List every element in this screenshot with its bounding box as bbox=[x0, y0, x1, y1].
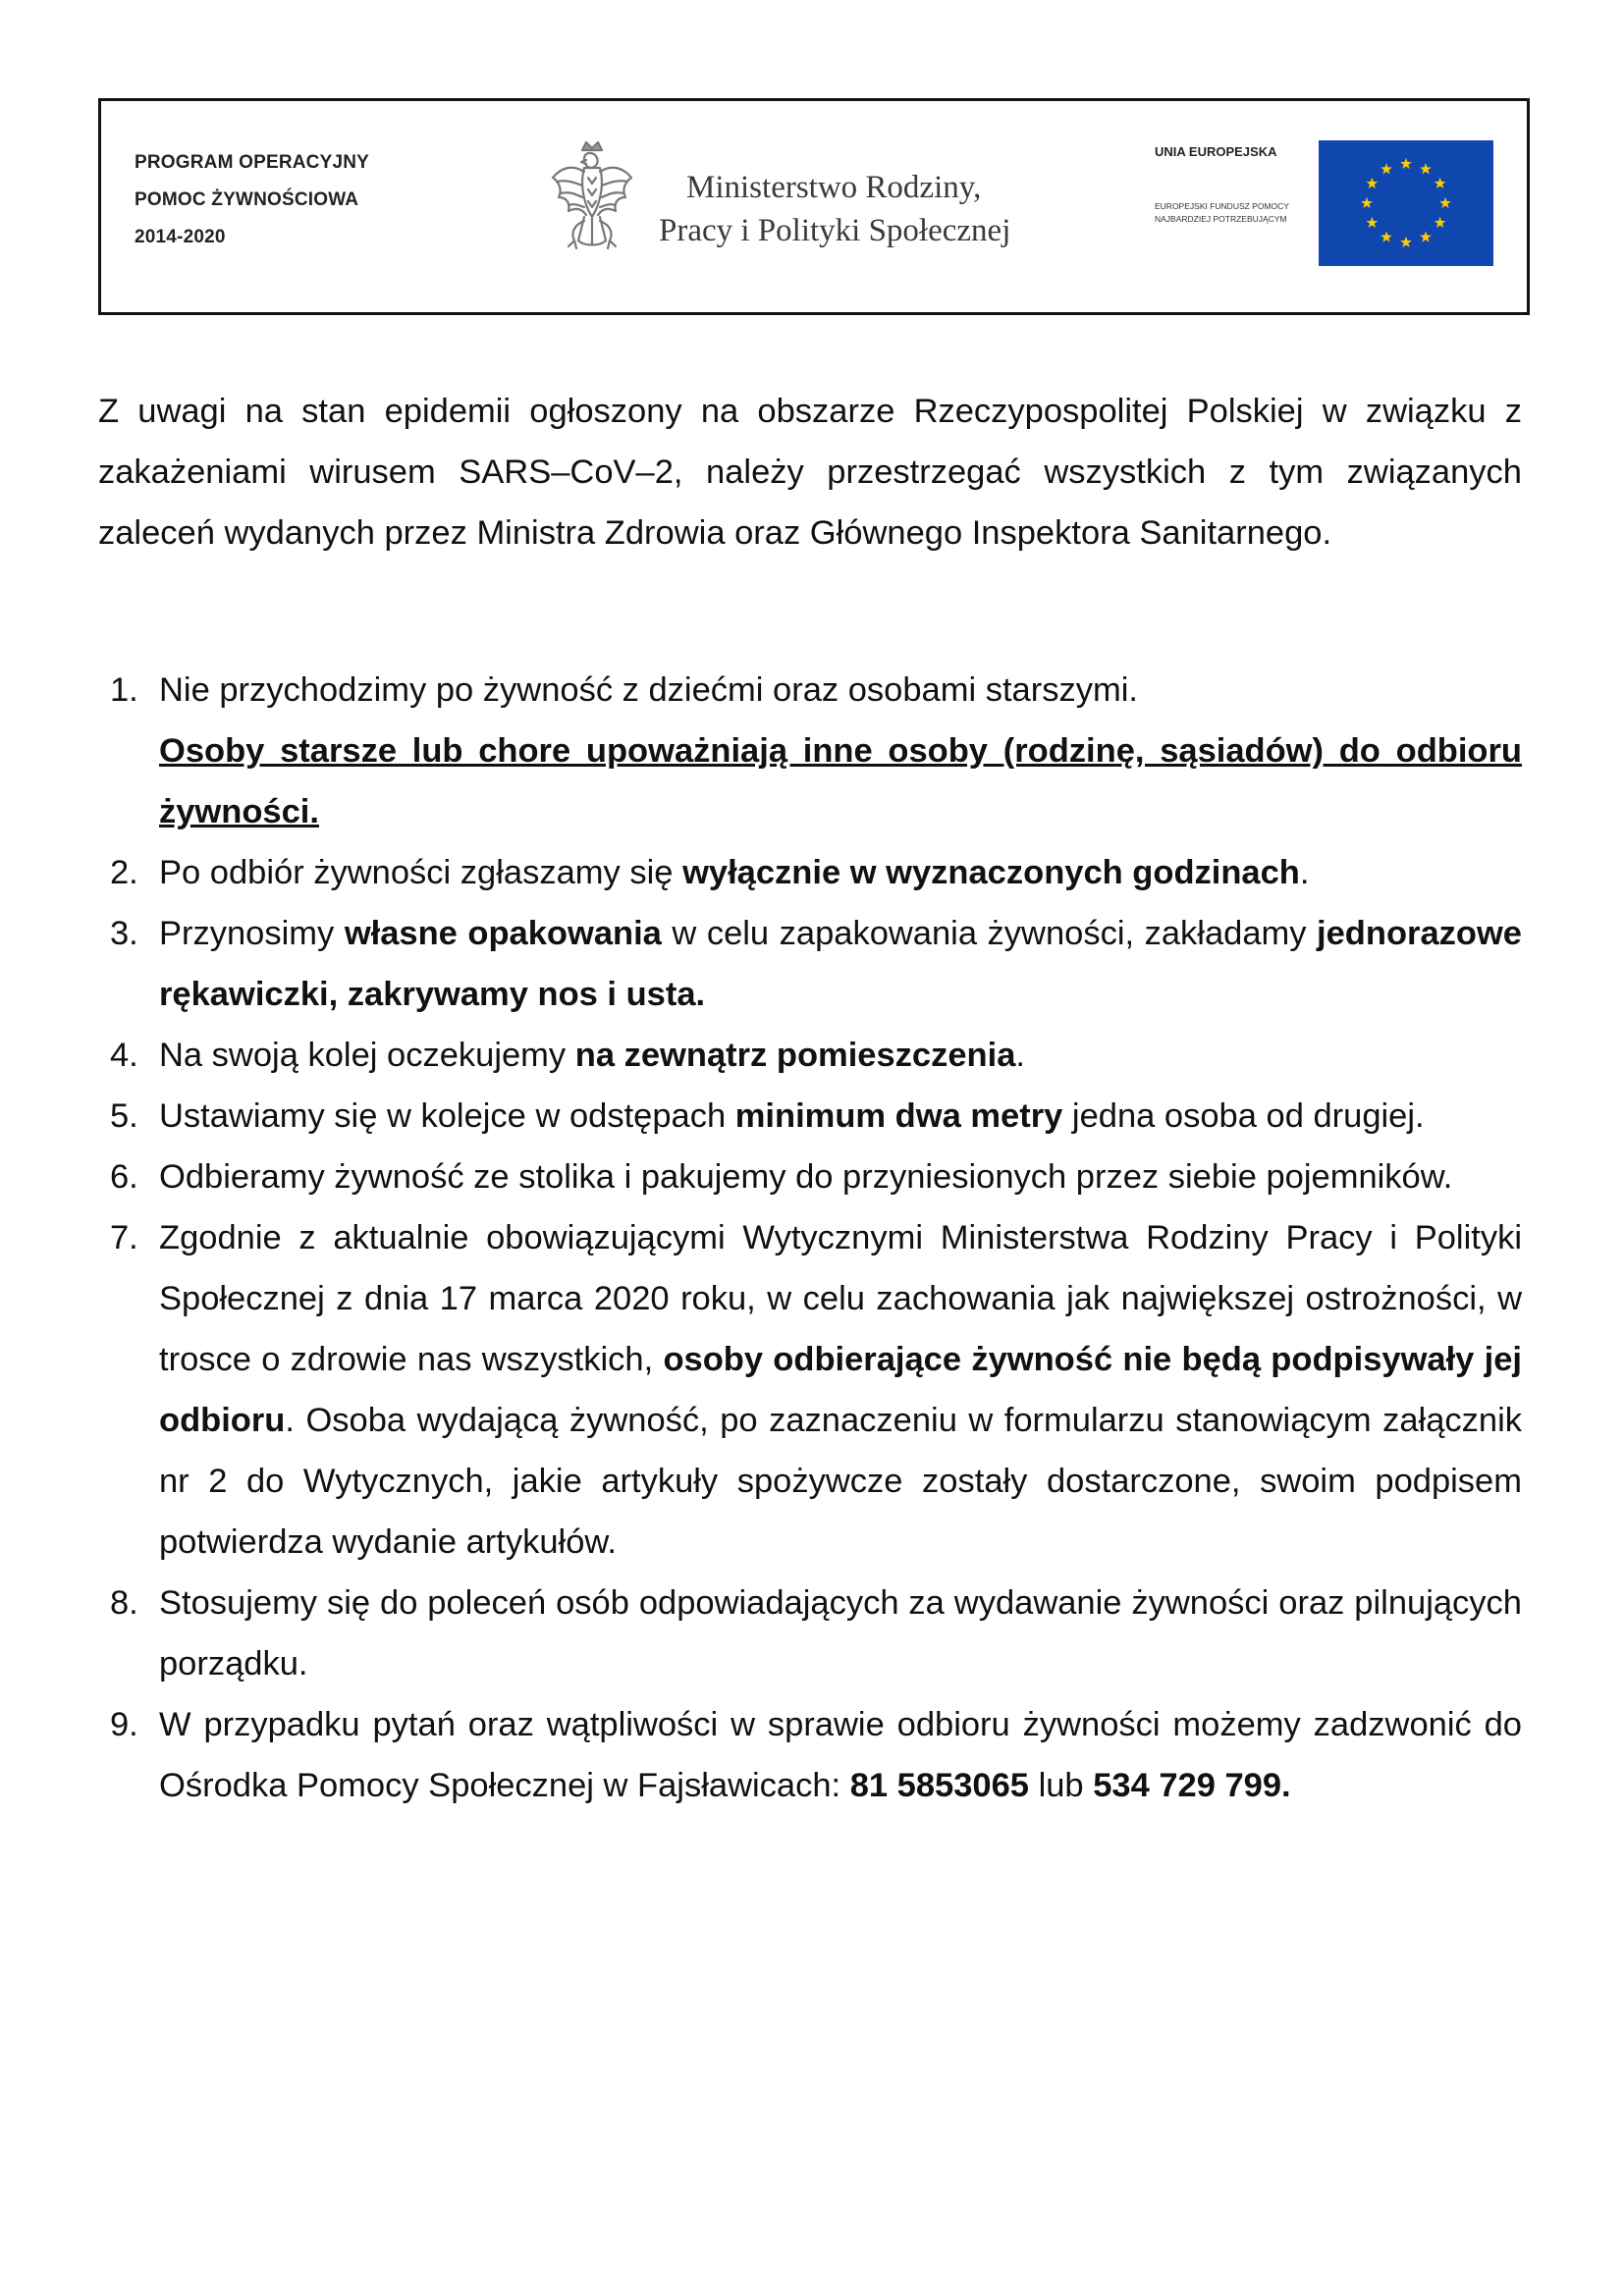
rule-text-part: . Osoba wydającą żywność, po zaznaczeniu w formularzu stanowiącym załącznik nr 2 do Wytycznych, jakie artykuły spożywcze zostały dostarczone, swoim podpisem potwierdza wydanie artykułów. bbox=[159, 1402, 1522, 1561]
program-title-block bbox=[135, 144, 369, 256]
eu-fund-name-line-2: NAJBARDZIEJ POTRZEBUJĄCYM bbox=[1155, 214, 1287, 224]
rule-emphasis: własne opakowania bbox=[344, 915, 662, 952]
rule-number: 1. bbox=[110, 671, 138, 709]
eu-title: UNIA EUROPEJSKA bbox=[1155, 144, 1277, 159]
rule-text bbox=[159, 1037, 1025, 1074]
eu-fund-name-line-1: EUROPEJSKI FUNDUSZ POMOCY bbox=[1155, 201, 1289, 211]
rule-text bbox=[159, 1584, 1522, 1682]
rule-item bbox=[98, 1025, 1522, 1086]
eu-fund-name bbox=[1155, 200, 1312, 226]
rules-list bbox=[98, 660, 1522, 1816]
rule-text-part: . bbox=[1299, 854, 1310, 891]
rule-underlined-note: Osoby starsze lub chore upoważniają inne osoby (rodzinę, sąsiadów) do odbioru żywności. bbox=[159, 732, 1522, 830]
rule-text-part: Stosujemy się do poleceń osób odpowiadających za wydawanie żywności oraz pilnujących porządku. bbox=[159, 1584, 1522, 1682]
rule-text bbox=[159, 1097, 1425, 1135]
rule-text-part: Na swoją kolej oczekujemy bbox=[159, 1037, 575, 1074]
rule-text-part: Ustawiamy się w kolejce w odstępach bbox=[159, 1097, 735, 1135]
rule-number: 5. bbox=[110, 1097, 138, 1135]
rule-text-part: jedna osoba od drugiej. bbox=[1062, 1097, 1425, 1135]
rule-item bbox=[98, 903, 1522, 1025]
program-years-line: 2014-2020 bbox=[135, 227, 226, 247]
rule-text-part: Zgodnie z aktualnie obowiązującymi Wytycznymi Ministerstwa Rodziny Pracy i Polityki Społecznej z dnia 17 marca 2020 roku, w celu zachowania jak największej ostrożności, w trosce o zdrowie nas wszystkich, bbox=[159, 1219, 1522, 1378]
program-title-line: PROGRAM OPERACYJNY bbox=[135, 152, 370, 173]
rule-item bbox=[98, 1086, 1522, 1147]
rule-text-part: lub bbox=[1028, 1767, 1094, 1804]
rule-emphasis: 534 729 799. bbox=[1093, 1767, 1291, 1804]
rule-emphasis: minimum dwa metry bbox=[734, 1097, 1063, 1135]
rule-text bbox=[159, 854, 1309, 891]
rule-item bbox=[98, 842, 1522, 903]
rule-item bbox=[98, 1694, 1522, 1816]
rule-text bbox=[159, 671, 1138, 709]
rule-text-part: Nie przychodzimy po żywność z dziećmi oraz osobami starszymi. bbox=[159, 671, 1138, 709]
rule-item bbox=[98, 1147, 1522, 1207]
rule-text-part: w celu zapakowania żywności, zakładamy bbox=[661, 915, 1318, 952]
rule-text-part: Odbieramy żywność ze stolika i pakujemy do przyniesionych przez siebie pojemników. bbox=[159, 1158, 1453, 1196]
ministry-name-line-2: Pracy i Polityki Społecznej bbox=[659, 213, 1011, 248]
rule-number: 2. bbox=[110, 854, 138, 891]
eu-flag-icon bbox=[1319, 140, 1493, 266]
eu-text-block bbox=[1155, 144, 1312, 226]
rule-emphasis: 81 5853065 bbox=[849, 1767, 1029, 1804]
program-subtitle-line: POMOC ŻYWNOŚCIOWA bbox=[135, 189, 359, 210]
polish-eagle-emblem-icon bbox=[549, 138, 635, 276]
rule-number: 3. bbox=[110, 915, 138, 952]
ministry-name-line-1: Ministerstwo Rodziny, bbox=[686, 170, 982, 205]
rule-emphasis: na zewnątrz pomieszczenia bbox=[574, 1037, 1016, 1074]
rule-text bbox=[159, 915, 1522, 1013]
rule-emphasis: wyłącznie w wyznaczonych godzinach bbox=[682, 854, 1300, 891]
rule-item bbox=[98, 660, 1522, 842]
rule-text-part: W przypadku pytań oraz wątpliwości w sprawie odbioru żywności możemy zadzwonić do Ośrodka Pomocy Społecznej w Fajsławicach: bbox=[159, 1706, 1522, 1804]
rule-number: 7. bbox=[110, 1219, 138, 1256]
rule-emphasis: jednorazowe rękawiczki, zakrywamy nos i usta. bbox=[159, 915, 1522, 1013]
rule-text bbox=[159, 1219, 1522, 1561]
rule-text bbox=[159, 1158, 1452, 1196]
rule-text-part: Po odbiór żywności zgłaszamy się bbox=[159, 854, 683, 891]
rule-item bbox=[98, 1573, 1522, 1694]
rule-number: 8. bbox=[110, 1584, 138, 1622]
rule-text-part: Przynosimy bbox=[159, 915, 345, 952]
rule-number: 9. bbox=[110, 1706, 138, 1743]
ministry-name bbox=[659, 166, 1010, 252]
rule-text bbox=[159, 1706, 1522, 1804]
rule-number: 6. bbox=[110, 1158, 138, 1196]
intro-paragraph: Z uwagi na stan epidemii ogłoszony na obszarze Rzeczypospolitej Polskiej w związku z zakażeniami wirusem SARS–CoV–2, należy przestrzegać wszystkich z tym związanych zaleceń wydanych przez Ministra Zdrowia oraz Głównego Inspektora Sanitarnego. bbox=[98, 393, 1522, 552]
rule-text-part: . bbox=[1015, 1037, 1025, 1074]
header-logo-box bbox=[98, 98, 1530, 315]
rule-number: 4. bbox=[110, 1037, 138, 1074]
rule-emphasis: osoby odbierające żywność nie będą podpisywały jej odbioru bbox=[159, 1341, 1522, 1439]
rule-item bbox=[98, 1207, 1522, 1573]
